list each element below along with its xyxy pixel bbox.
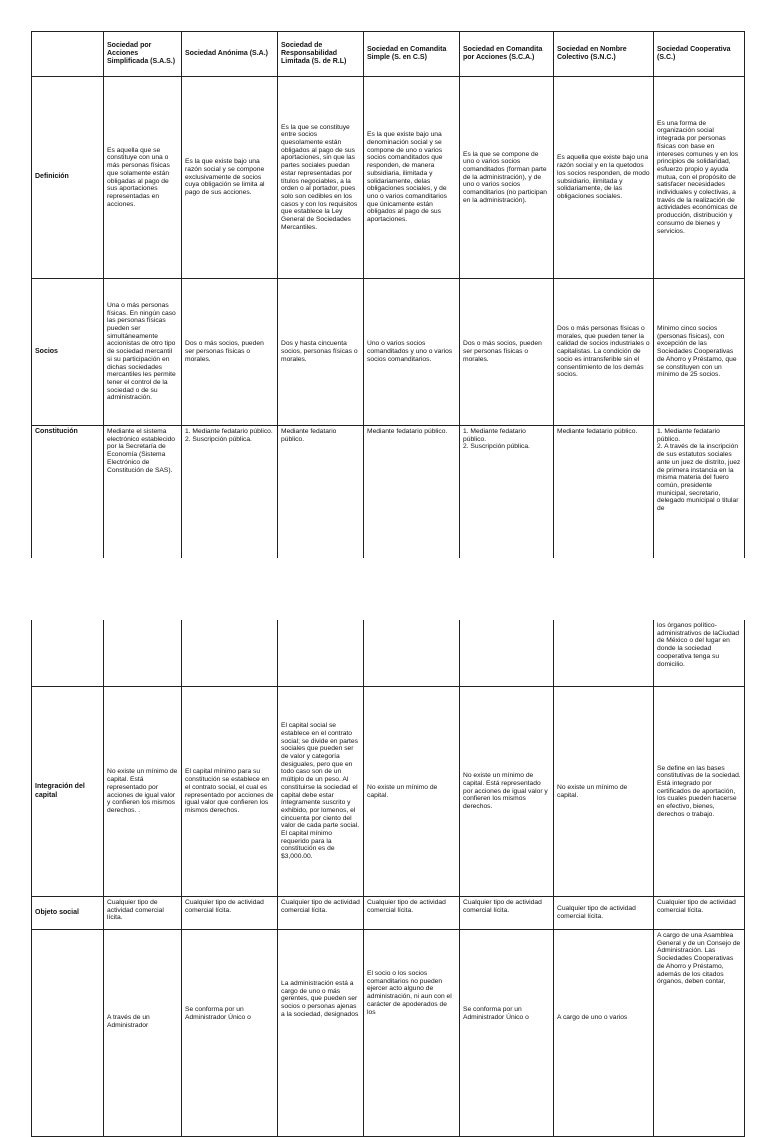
row-label-objeto: Objeto social: [32, 897, 104, 930]
cell-cont-sca: [460, 620, 554, 687]
cell-cont-scs: [364, 620, 460, 687]
header-sa: Sociedad Anónima (S.A.): [182, 32, 278, 77]
cell-constitucion-sc: 1. Mediante fedatario público. 2. A través de la inscripción de sus estatutos sociales ante un juez de distrito, juez de primera instancia en la misma materia del fuero común, presidente municipal, secretario, delegado municipal o titular de: [654, 426, 745, 559]
cell-capital-sca: No existe un mínimo de capital. Está representado por acciones de igual valor y confieren los mismos derechos.: [460, 687, 554, 897]
cell-objeto-sca: Cualquier tipo de actividad comercial lícita.: [460, 897, 554, 930]
cell-constitucion-scs: Mediante fedatario público.: [364, 426, 460, 559]
page-break: [0, 566, 768, 620]
cell-socios-snc: Dos o más personas físicas o morales, que pueden tener la calidad de socios industriales o capitalistas. La condición de socio es intransferible sin el consentimiento de los demás socios.: [554, 279, 654, 426]
cell-constitucion-sca: 1. Mediante fedatario público. 2. Suscripción pública.: [460, 426, 554, 559]
header-sas: Sociedad por Acciones Simplificada (S.A.S.): [104, 32, 182, 77]
cell-definicion-srl: Es la que se constituye entre socios quesolamente están obligados al pago de sus aportaciones, sin que las partes sociales puedan estar representadas por títulos negociables, a la orden o al portador, pues solo son cedibles en los casos y con los requisitos que establece la Ley General de Sociedades Mercantiles.: [278, 77, 364, 279]
cell-objeto-sa: Cualquier tipo de actividad comercial lícita.: [182, 897, 278, 930]
comparison-table-bottom: [31, 620, 745, 1137]
cell-constitucion-sas: Mediante el sistema electrónico establecido por la Secretaría de Economía (Sistema Electrónico de Constitución de SAS).: [104, 426, 182, 559]
row-label-constitucion: Constitución: [32, 426, 104, 559]
row-label-administracion: [32, 930, 104, 1137]
comparison-table-top: [31, 31, 745, 558]
cell-capital-snc: No existe un mínimo de capital.: [554, 687, 654, 897]
row-label-socios: Socios: [32, 279, 104, 426]
header-sc: Sociedad Cooperativa (S.C.): [654, 32, 745, 77]
cell-administracion-sas: A través de un Administrador: [104, 930, 182, 1137]
cell-capital-srl: El capital social se establece en el contrato social; se divide en partes sociales que pueden ser de valor y categoría desiguales, pero que en todo caso son de un múltiplo de un peso. Al constituirse la sociedad el capital debe estar íntegramente suscrito y exhibido, por lomenos, el cincuenta por ciento del valor de cada parte social. El capital mínimo requerido para la constitución es de $3,000.00.: [278, 687, 364, 897]
row-socios: [32, 279, 745, 426]
cell-constitucion-srl: Mediante fedatario público.: [278, 426, 364, 559]
cell-socios-srl: Dos y hasta cincuenta socios, personas físicas o morales.: [278, 279, 364, 426]
cell-socios-sc: Mínimo cinco socios (personas físicas), con excepción de las Sociedades Cooperativas de Ahorro y Préstamo, que se constituyen con un mínimo de 25 socios.: [654, 279, 745, 426]
cell-capital-sas: No existe un mínimo de capital. Está representado por acciones de igual valor y confieren los mismos derechos. .: [104, 687, 182, 897]
row-definicion: [32, 77, 745, 279]
cell-capital-sc: Se define en las bases constitutivas de la sociedad. Está integrado por certificados de aportación, los cuales pueden hacerse en efectivo, bienes, derechos o trabajo.: [654, 687, 745, 897]
header-scs: Sociedad en Comandita Simple (S. en C.S): [364, 32, 460, 77]
cell-capital-scs: No existe un mínimo de capital.: [364, 687, 460, 897]
row-constitucion: [32, 426, 745, 559]
cell-definicion-sa: Es la que existe bajo una razón social y se compone exclusivamente de socios cuya obligación se limita al pago de sus acciones.: [182, 77, 278, 279]
row-constitucion-continued: [32, 620, 745, 687]
cell-cont-snc: [554, 620, 654, 687]
cell-socios-sa: Dos o más socios, pueden ser personas físicas o morales.: [182, 279, 278, 426]
header-sca: Sociedad en Comandita por Acciones (S.C.A.): [460, 32, 554, 77]
header-corner: [32, 32, 104, 77]
row-capital: [32, 687, 745, 897]
cell-cont-sa: [182, 620, 278, 687]
cell-constitucion-sc-continued: los órganos político-administrativos de laCiudad de México o del lugar en donde la sociedad cooperativa tenga su domicilio.: [654, 620, 745, 687]
row-label-capital: Integración del capital: [32, 687, 104, 897]
cell-socios-scs: Uno o varios socios comanditados y uno o varios socios comanditarios.: [364, 279, 460, 426]
cell-cont-srl: [278, 620, 364, 687]
cell-administracion-snc: A cargo de uno o varios: [554, 930, 654, 1137]
cell-cont-label: [32, 620, 104, 687]
cell-definicion-sas: Es aquella que se constituye con una o más personas físicas que solamente están obligadas al pago de sus aportaciones representadas en acciones.: [104, 77, 182, 279]
cell-administracion-scs: El socio o los socios comanditarios no pueden ejercer acto alguno de administración, ni aun con el carácter de apoderados de los: [364, 930, 460, 1137]
cell-administracion-sa: Se conforma por un Administrador Único o: [182, 930, 278, 1137]
header-row: [32, 32, 745, 77]
cell-administracion-sc: A cargo de una Asamblea General y de un Consejo de Administración. Las Sociedades Cooperativas de Ahorro y Préstamo, además de los citados órganos, deben contar,: [654, 930, 745, 1137]
cell-objeto-srl: Cualquier tipo de actividad comercial lícita.: [278, 897, 364, 930]
cell-constitucion-snc: Mediante fedatario público.: [554, 426, 654, 559]
row-objeto: [32, 897, 745, 930]
cell-definicion-sca: Es la que se compone de uno o varios socios comanditados (forman parte de la administración), y de uno o varios socios comanditarios (no participan en la administración).: [460, 77, 554, 279]
cell-definicion-sc: Es una forma de organización social integrada por personas físicas con base en intereses comunes y en los principios de solidaridad, esfuerzo propio y ayuda mutua, con el propósito de satisfacer necesidades individuales y colectivas, a través de la realización de actividades económicas de producción, distribución y consumo de bienes y servicios.: [654, 77, 745, 279]
cell-objeto-sc: Cualquier tipo de actividad comercial lícita.: [654, 897, 745, 930]
header-srl: Sociedad de Responsabilidad Limitada (S. de R.L): [278, 32, 364, 77]
cell-cont-sas: [104, 620, 182, 687]
cell-constitucion-sa: 1. Mediante fedatario público. 2. Suscripción pública.: [182, 426, 278, 559]
row-administracion: [32, 930, 745, 1137]
cell-socios-sca: Dos o más socios, pueden ser personas físicas o morales.: [460, 279, 554, 426]
cell-objeto-sas: Cualquier tipo de actividad comercial lícita.: [104, 897, 182, 930]
row-label-definicion: Definición: [32, 77, 104, 279]
cell-objeto-scs: Cualquier tipo de actividad comercial lícita.: [364, 897, 460, 930]
cell-socios-sas: Una o más personas físicas. En ningún caso las personas físicas pueden ser simultáneamente accionistas de otro tipo de sociedad mercantil si su participación en dichas sociedades mercantiles les permite tener el control de la sociedad o de su administración.: [104, 279, 182, 426]
cell-definicion-snc: Es aquella que existe bajo una razón social y en la quetodos los socios responden, de modo subsidiario, ilimitada y solidariamente, de las obligaciones sociales.: [554, 77, 654, 279]
cell-objeto-snc: Cualquier tipo de actividad comercial lícita.: [554, 897, 654, 930]
cell-capital-sa: El capital mínimo para su constitución se establece en el contrato social, el cual es representado por acciones de igual valor que confieren los mismos derechos.: [182, 687, 278, 897]
cell-administracion-sca: Se conforma por un Administrador Único o: [460, 930, 554, 1137]
cell-administracion-srl: La administración está a cargo de uno o más gerentes, que pueden ser socios o personas ajenas a la sociedad, designados: [278, 930, 364, 1137]
header-snc: Sociedad en Nombre Colectivo (S.N.C.): [554, 32, 654, 77]
cell-definicion-scs: Es la que existe bajo una denominación social y se compone de uno o varios socios comanditados que responden, de manera subsidiaria, ilimitada y solidariamente, delas obligaciones sociales, y de uno o varios comanditarios que únicamente están obligados al pago de sus aportaciones.: [364, 77, 460, 279]
